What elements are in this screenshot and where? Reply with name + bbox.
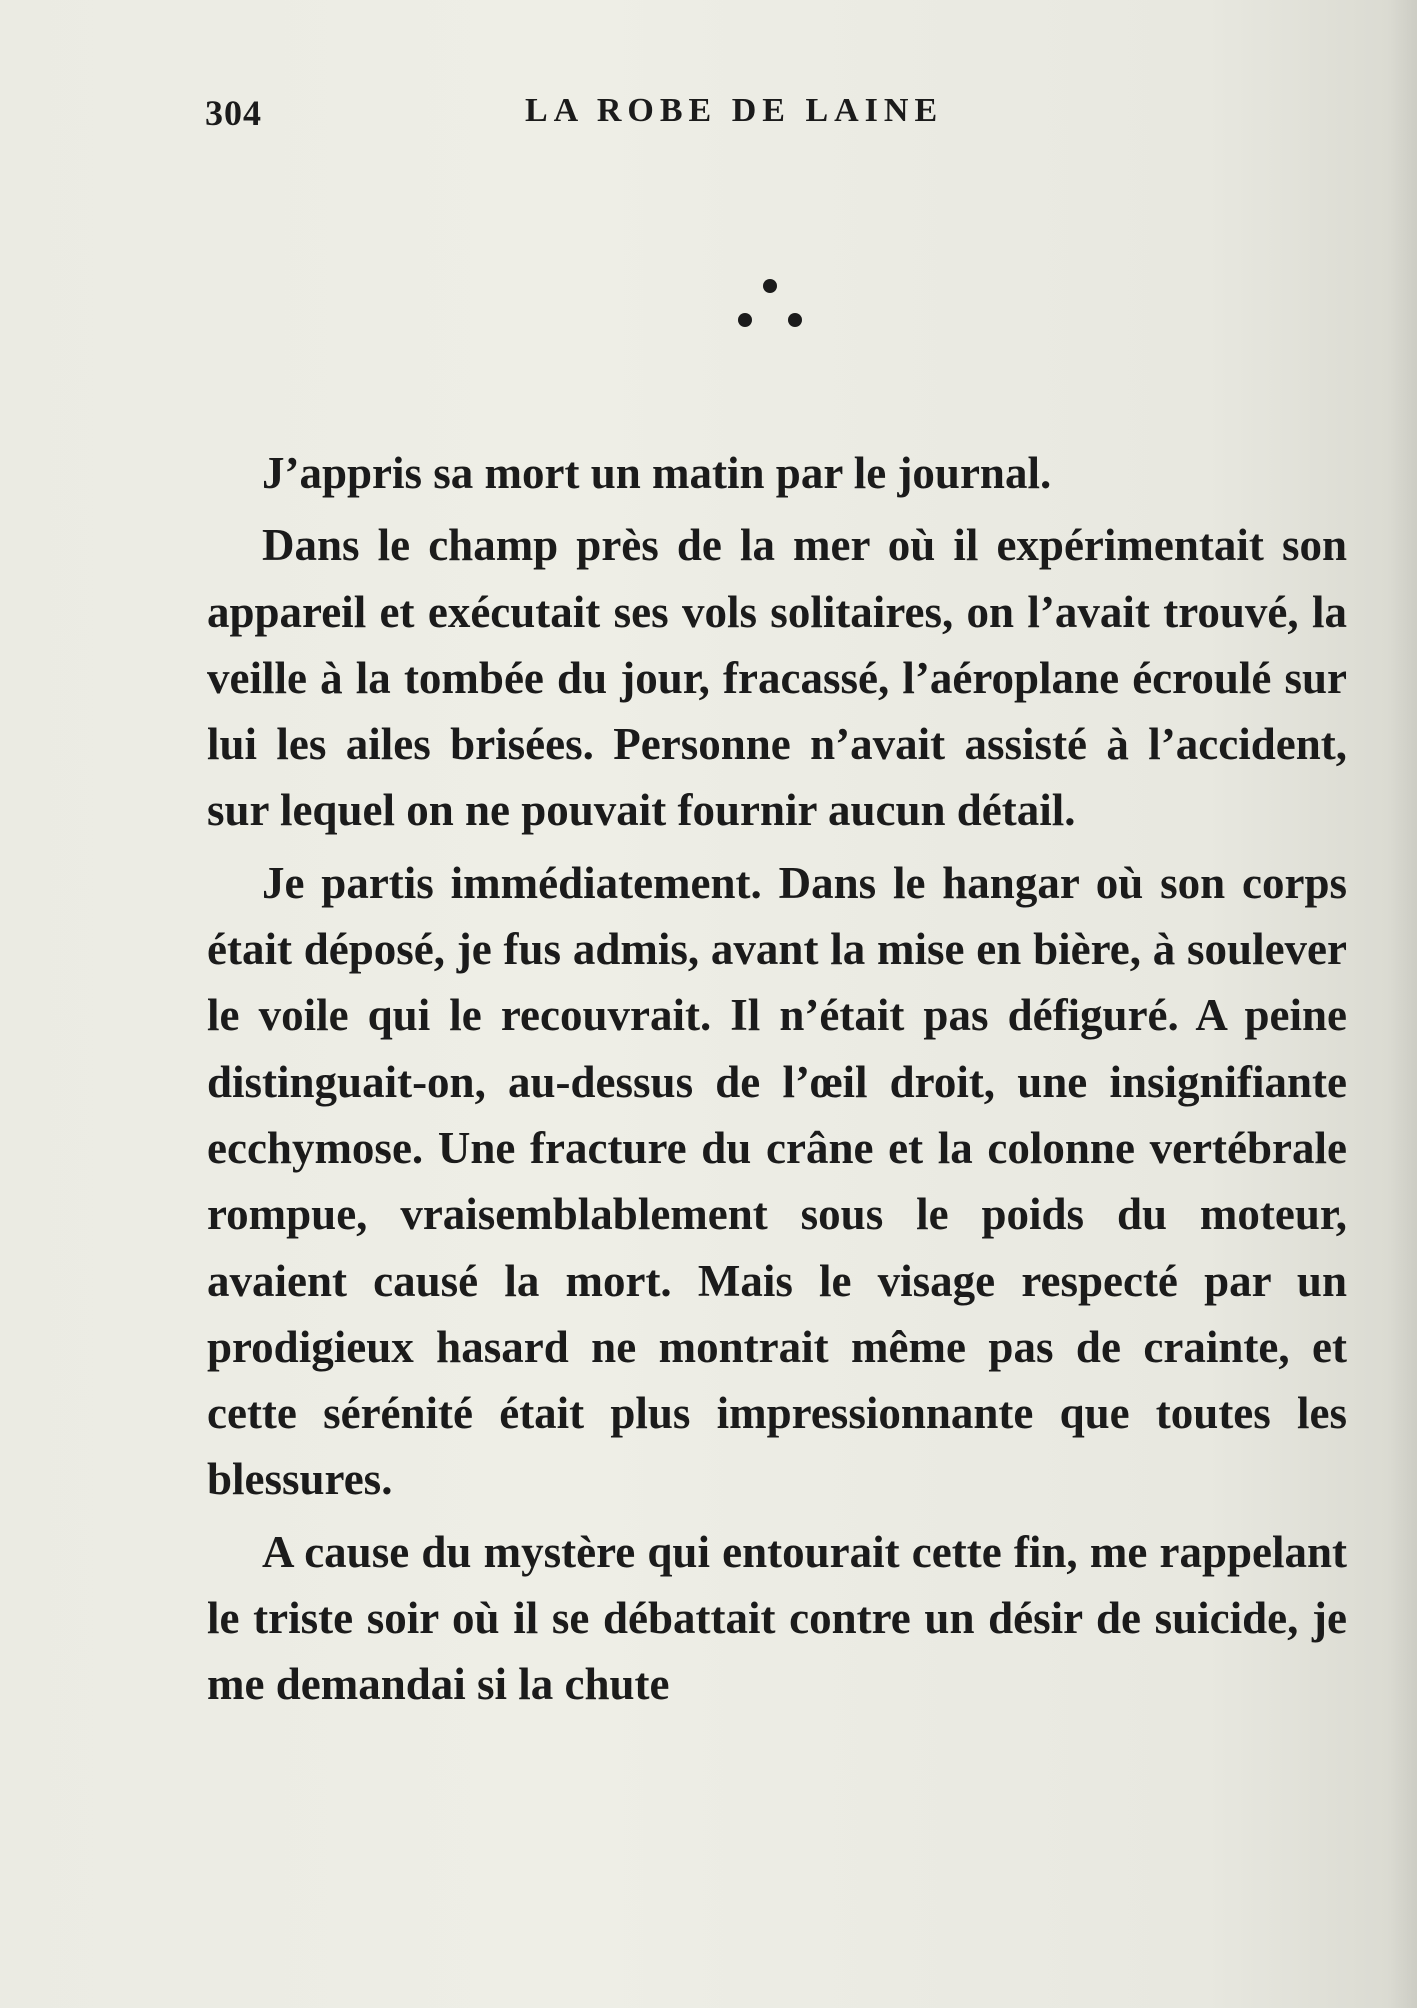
running-header — [205, 92, 1030, 142]
paragraph-2: Dans le champ près de la mer où il expérimentait son appareil et exécutait ses vols solitaires, on l’avait trouvé, la veille à la tombée du jour, fracassé, l’aéroplane écroulé sur lui les ailes brisées. Personne n’avait assisté à l’accident, sur lequel on ne pouvait fournir aucun détail. — [207, 520, 1347, 836]
running-title: LA ROBE DE LAINE — [525, 92, 944, 129]
page-number: 304 — [205, 93, 262, 133]
paragraph-4: A cause du mystère qui entourait cette fin, me rappelant le triste soir où il se débattait contre un désir de suicide, je me demandai si la chute — [207, 1526, 1347, 1710]
body-text — [207, 440, 1347, 1718]
page-edge-shadow — [1387, 0, 1417, 2008]
paragraph-3: Je partis immédiatement. Dans le hangar où son corps était déposé, je fus admis, avant la mise en bière, à soulever le voile qui le recouvrait. Il n’était pas défiguré. A peine distinguait-on, au-dessus de l’œil droit, une insignifiante ecchymose. Une fracture du crâne et la colonne vertébrale rompue, vraisemblablement sous le poids du moteur, avaient causé la mort. Mais le visage respecté par un prodigieux hasard ne montrait même pas de crainte, et cette sérénité était plus impressionnante que toutes les blessures. — [207, 857, 1347, 1505]
asterism-icon — [725, 272, 815, 342]
paragraph-1: J’appris sa mort un matin par le journal. — [262, 448, 1052, 498]
